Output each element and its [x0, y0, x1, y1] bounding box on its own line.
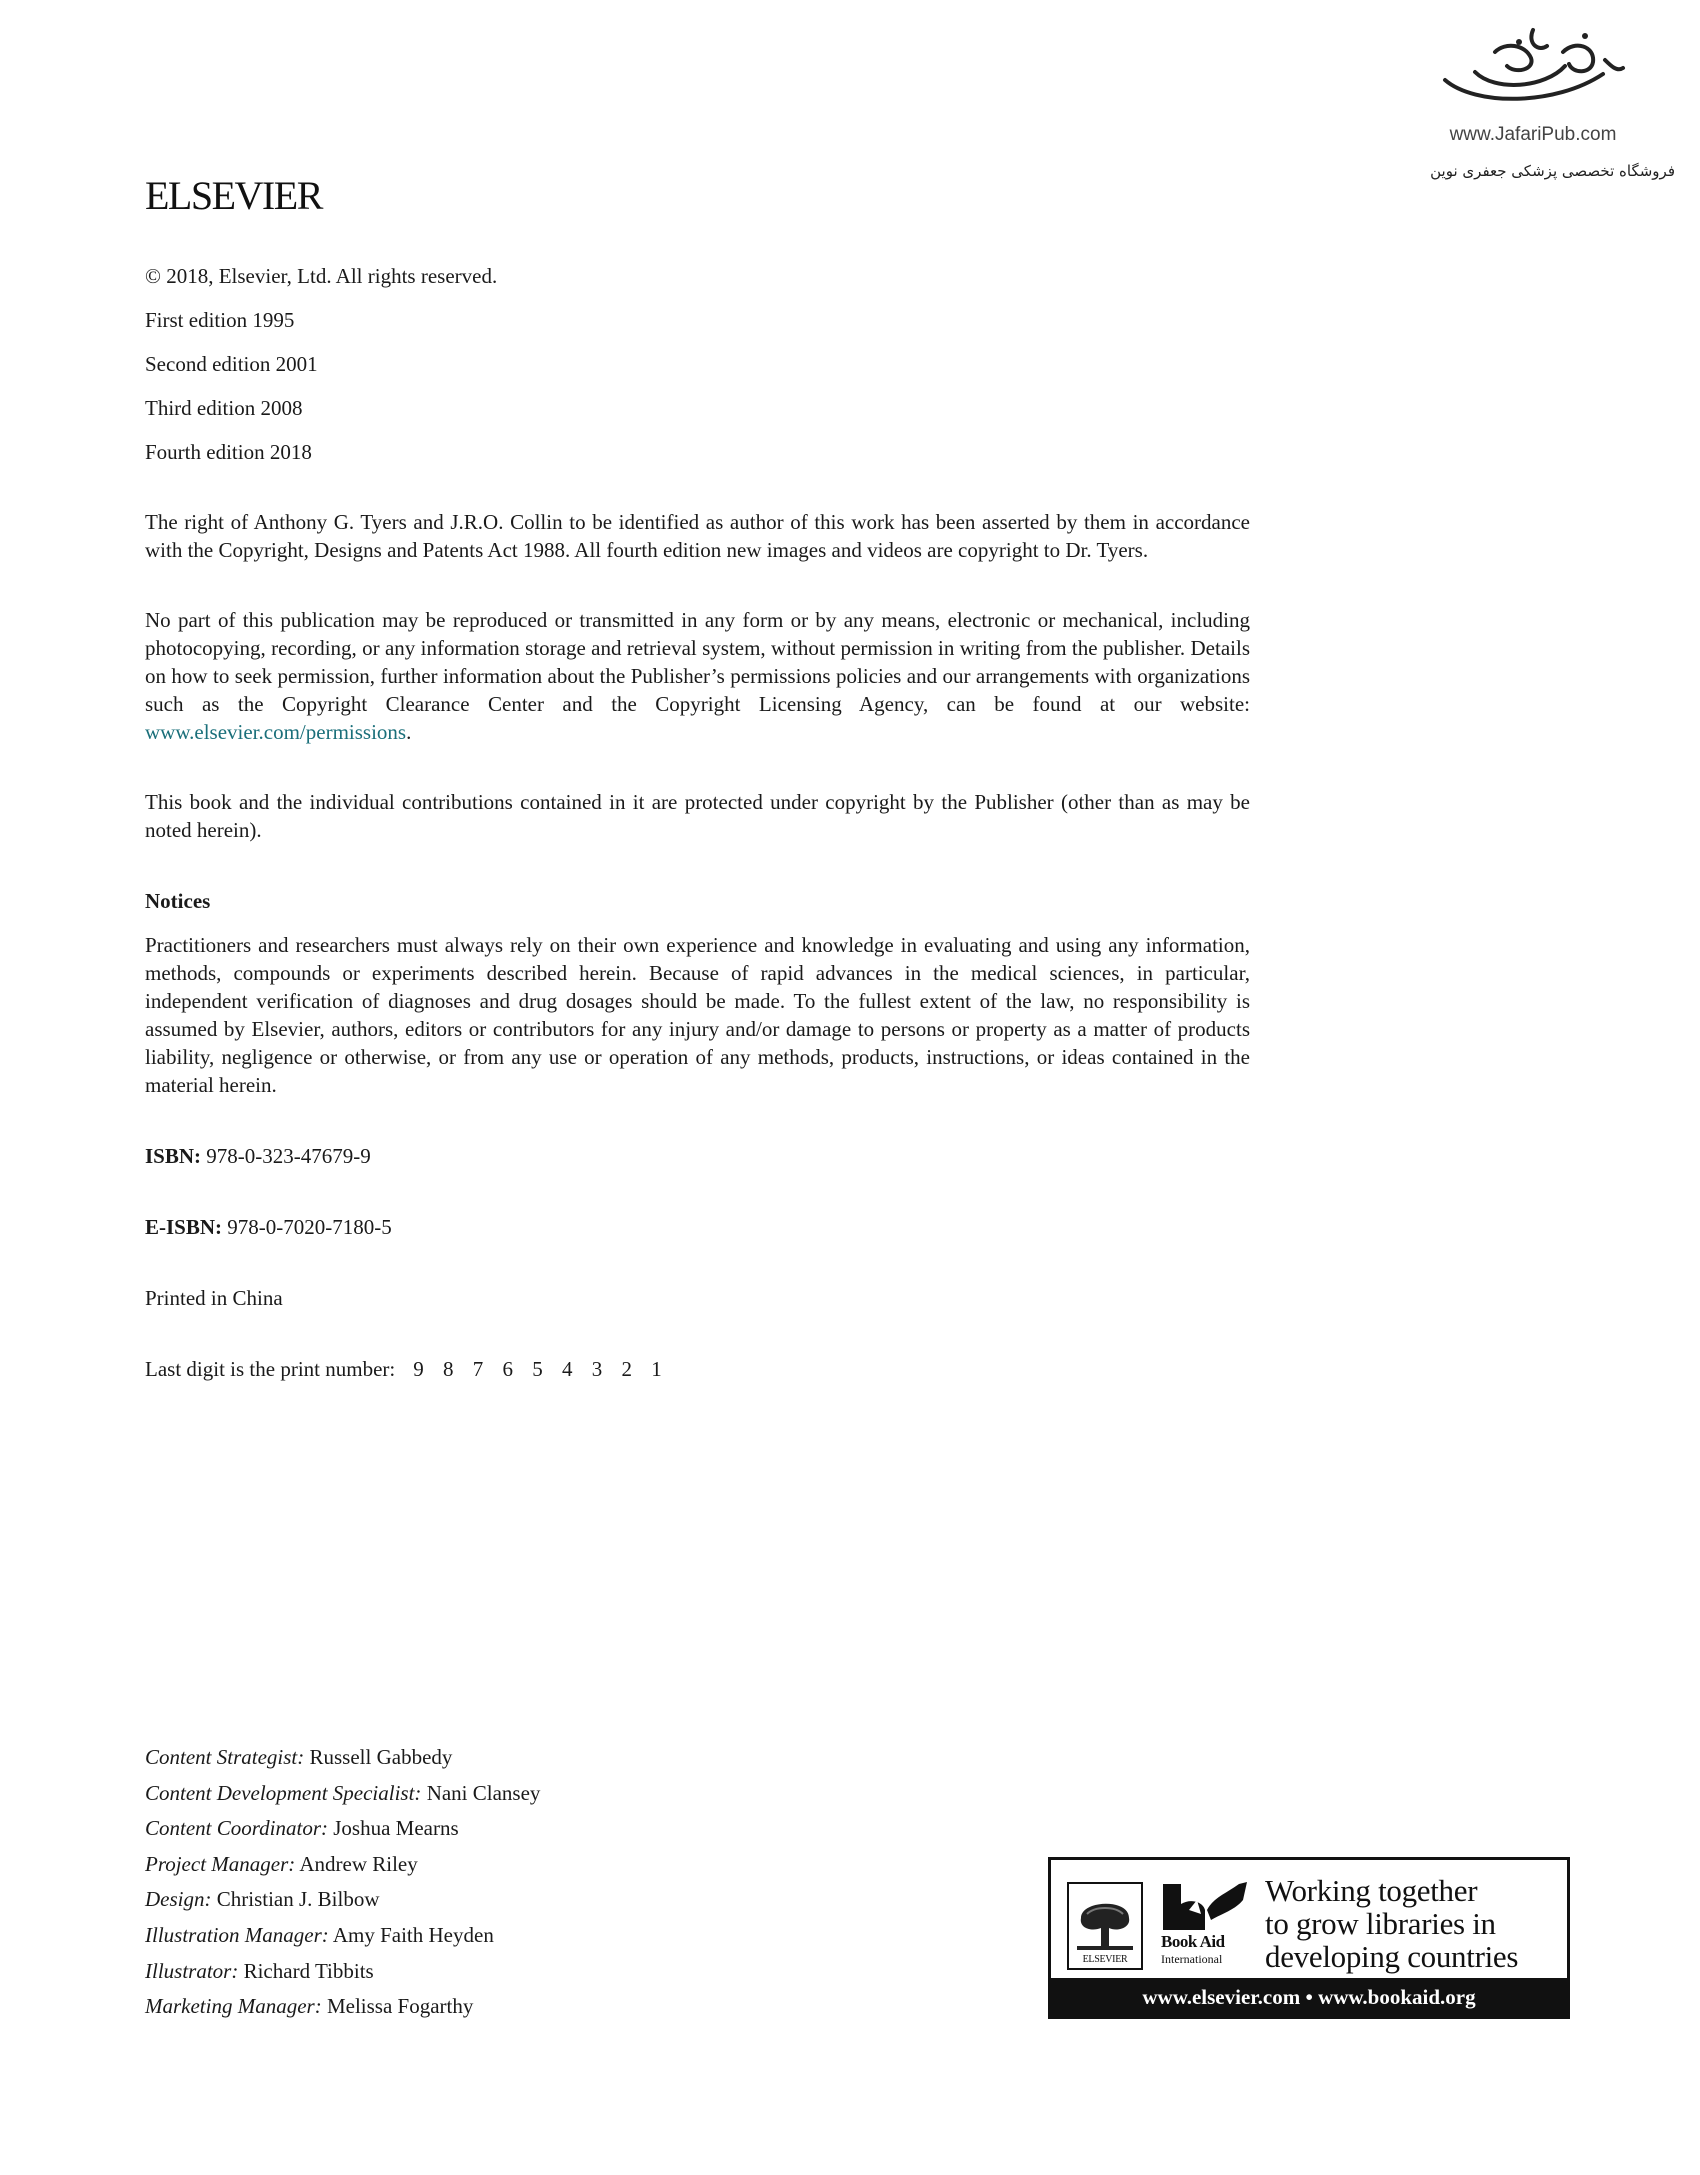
credit-role: Marketing Manager:: [145, 1994, 322, 2019]
publisher-name: ELSEVIER: [145, 173, 322, 218]
watermark-url: www.JafariPub.com: [1449, 124, 1617, 145]
credit-name: Nani Clansey: [421, 1780, 541, 1805]
credits-list: [145, 1740, 540, 2025]
isbn-value: 978-0-323-47679-9: [201, 1144, 371, 1168]
elsevier-tree-logo: [1067, 1882, 1143, 1970]
permissions-link[interactable]: www.elsevier.com/permissions: [145, 720, 407, 744]
credit-name: Russell Gabbedy: [304, 1745, 453, 1769]
jafaripub-calligraphy-logo: [1435, 22, 1635, 118]
book-aid-banner: [1048, 1857, 1570, 2019]
print-number-digits: 9 8 7 6 5 4 3 2 1: [413, 1357, 662, 1381]
credit-item: [145, 1847, 540, 1883]
credit-role: Content Development Specialist:: [145, 1780, 422, 1805]
credit-role: Content Coordinator:: [145, 1816, 328, 1841]
credit-item: [145, 1989, 540, 2025]
protection-paragraph: This book and the individual contributions contained in it are protected under copyright by the Publisher (other than as may be noted herein).: [145, 790, 1250, 842]
credit-item: [145, 1918, 540, 1954]
rights-paragraph: The right of Anthony G. Tyers and J.R.O. Collin to be identified as author of this work has been asserted by them in accordance with the Copyright, Designs and Patents Act 1988. All fourth edition new images and videos are copyright to Dr. Tyers.: [145, 510, 1250, 562]
credit-name: Joshua Mearns: [327, 1816, 459, 1841]
book-aid-name: Book Aid: [1161, 1932, 1225, 1951]
book-aid-slogan: [1265, 1874, 1565, 1973]
printed-in: Printed in China: [145, 1286, 283, 1310]
edition-list: [145, 306, 1250, 466]
isbn-label: ISBN:: [145, 1144, 202, 1168]
slogan-line: developing countries: [1265, 1939, 1519, 1974]
reproduction-paragraph: [145, 606, 1250, 746]
slogan-line: Working together: [1265, 1873, 1478, 1908]
slogan-line: to grow libraries in: [1265, 1906, 1496, 1941]
credit-name: Christian J. Bilbow: [211, 1887, 380, 1912]
watermark-tagline: فروشگاه تخصصی پزشکی جعفری نوین: [1430, 162, 1675, 180]
credit-item: [145, 1811, 540, 1847]
credit-name: Melissa Fogarthy: [321, 1994, 474, 2019]
jafaripub-watermark: [1395, 22, 1685, 192]
credit-role: Project Manager:: [145, 1851, 296, 1876]
period: .: [406, 720, 412, 744]
credit-name: Amy Faith Heyden: [328, 1922, 494, 1947]
book-aid-urls: www.elsevier.com • www.bookaid.org: [1051, 1978, 1567, 2016]
credit-role: Content Strategist:: [145, 1745, 305, 1769]
credit-item: [145, 1882, 540, 1918]
eisbn-label: E-ISBN:: [145, 1215, 223, 1239]
credit-name: Richard Tibbits: [238, 1958, 374, 1983]
isbn-line: [145, 1142, 1250, 1170]
credit-role: Illustrator:: [145, 1958, 239, 1983]
credit-role: Design:: [145, 1887, 212, 1912]
book-aid-icon: [1161, 1880, 1249, 1932]
eisbn-value: 978-0-7020-7180-5: [222, 1215, 392, 1239]
reproduction-text: No part of this publication may be reproduced or transmitted in any form or by any means, electronic or mechanical, including photocopying, recording, or any information storage and retrieval system, without permission in writing from the publisher. Details on how to seek permission, further information about the Publisher’s permissions policies and our arrangements with organizations such as the Copyright Clearance Center and the Copyright Licensing Agency, can be found at our website:: [145, 608, 1250, 716]
tree-icon: [1073, 1888, 1137, 1952]
credit-role: Illustration Manager:: [145, 1922, 329, 1947]
notices-heading: Notices: [145, 889, 211, 913]
eisbn-line: [145, 1213, 1250, 1241]
book-aid-subtitle: International: [1161, 1952, 1223, 1966]
notices-text: Practitioners and researchers must always rely on their own experience and knowledge in evaluating and using any information, methods, compounds or experiments described herein. Because of rapid advances in the medical sciences, in particular, independent verification of diagnoses and drug dosages should be made. To the fullest extent of the law, no responsibility is assumed by Elsevier, authors, editors or contributors for any injury and/or damage to persons or property as a matter of products liability, negligence or otherwise, or from any use or operation of any methods, products, instructions, or ideas contained in the material herein.: [145, 933, 1250, 1097]
credit-item: [145, 1954, 540, 1990]
credit-name: Andrew Riley: [295, 1851, 418, 1876]
edition-item: Third edition 2008: [145, 396, 303, 420]
credit-item: [145, 1740, 540, 1776]
edition-item: Fourth edition 2018: [145, 440, 312, 464]
elsevier-logo-text: ELSEVIER: [1082, 1954, 1128, 1965]
print-number-label: Last digit is the print number:: [145, 1357, 396, 1381]
edition-item: Second edition 2001: [145, 352, 318, 376]
edition-item: First edition 1995: [145, 308, 295, 332]
print-number-line: [145, 1355, 1250, 1383]
main-text: [145, 262, 1250, 1383]
copyright-line: © 2018, Elsevier, Ltd. All rights reserved.: [145, 264, 498, 288]
credit-item: [145, 1776, 540, 1812]
